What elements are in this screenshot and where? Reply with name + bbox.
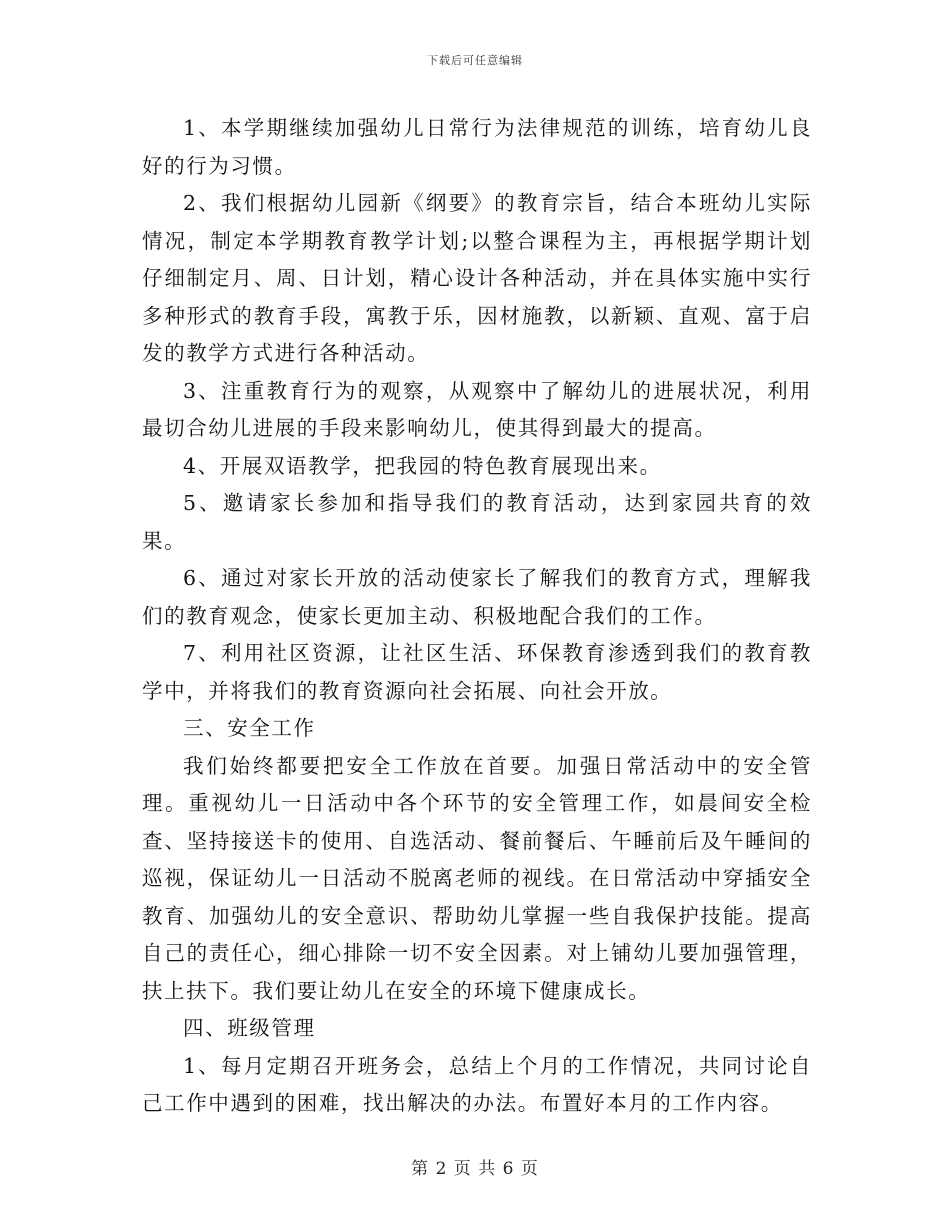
paragraph-class-management-1: 1、每月定期召开班务会，总结上个月的工作情况，共同讨论自己工作中遇到的困难，找出解决的办法。布置好本月的工作内容。 [142,1053,812,1115]
section-heading-class-management: 四、班级管理 [183,1016,316,1040]
paragraph-3: 3、注重教育行为的观察，从观察中了解幼儿的进展状况，利用最切合幼儿进展的手段来影响幼儿，使其得到最大的提高。 [142,378,812,440]
document-body [142,110,812,1123]
paragraph-6: 6、通过对家长开放的活动使家长了解我们的教育方式，理解我们的教育观念，使家长更加主动、积极地配合我们的工作。 [142,566,812,628]
paragraph-1: 1、本学期继续加强幼儿日常行为法律规范的训练，培育幼儿良好的行为习惯。 [142,116,812,178]
page-number: 第 2 页 共 6 页 [411,1159,539,1179]
page-header: 下载后可任意编辑 [427,54,523,67]
paragraph-4: 4、开展双语教学，把我园的特色教育展现出来。 [183,453,662,478]
paragraph-5: 5、邀请家长参加和指导我们的教育活动，达到家园共育的效果。 [142,491,812,553]
section-heading-safety: 三、安全工作 [183,716,316,740]
paragraph-safety: 我们始终都要把安全工作放在首要。加强日常活动中的安全管理。重视幼儿一日活动中各个环节的安全管理工作，如晨间安全检查、坚持接送卡的使用、自选活动、餐前餐后、午睡前后及午睡间的巡视，保证幼儿一日活动不脱离老师的视线。在日常活动中穿插安全教育、加强幼儿的安全意识、帮助幼儿掌握一些自我保护技能。提高自己的责任心，细心排除一切不安全因素。对上铺幼儿要加强管理，扶上扶下。我们要让幼儿在安全的环境下健康成长。 [142,753,812,1003]
paragraph-2: 2、我们根据幼儿园新《纲要》的教育宗旨，结合本班幼儿实际情况，制定本学期教育教学计划;以整合课程为主，再根据学期计划仔细制定月、周、日计划，精心设计各种活动，并在具体实施中实行多种形式的教育手段，寓教于乐，因材施教，以新颖、直观、富于启发的教学方式进行各种活动。 [142,191,812,365]
paragraph-7: 7、利用社区资源，让社区生活、环保教育渗透到我们的教育教学中，并将我们的教育资源向社会拓展、向社会开放。 [142,641,812,703]
